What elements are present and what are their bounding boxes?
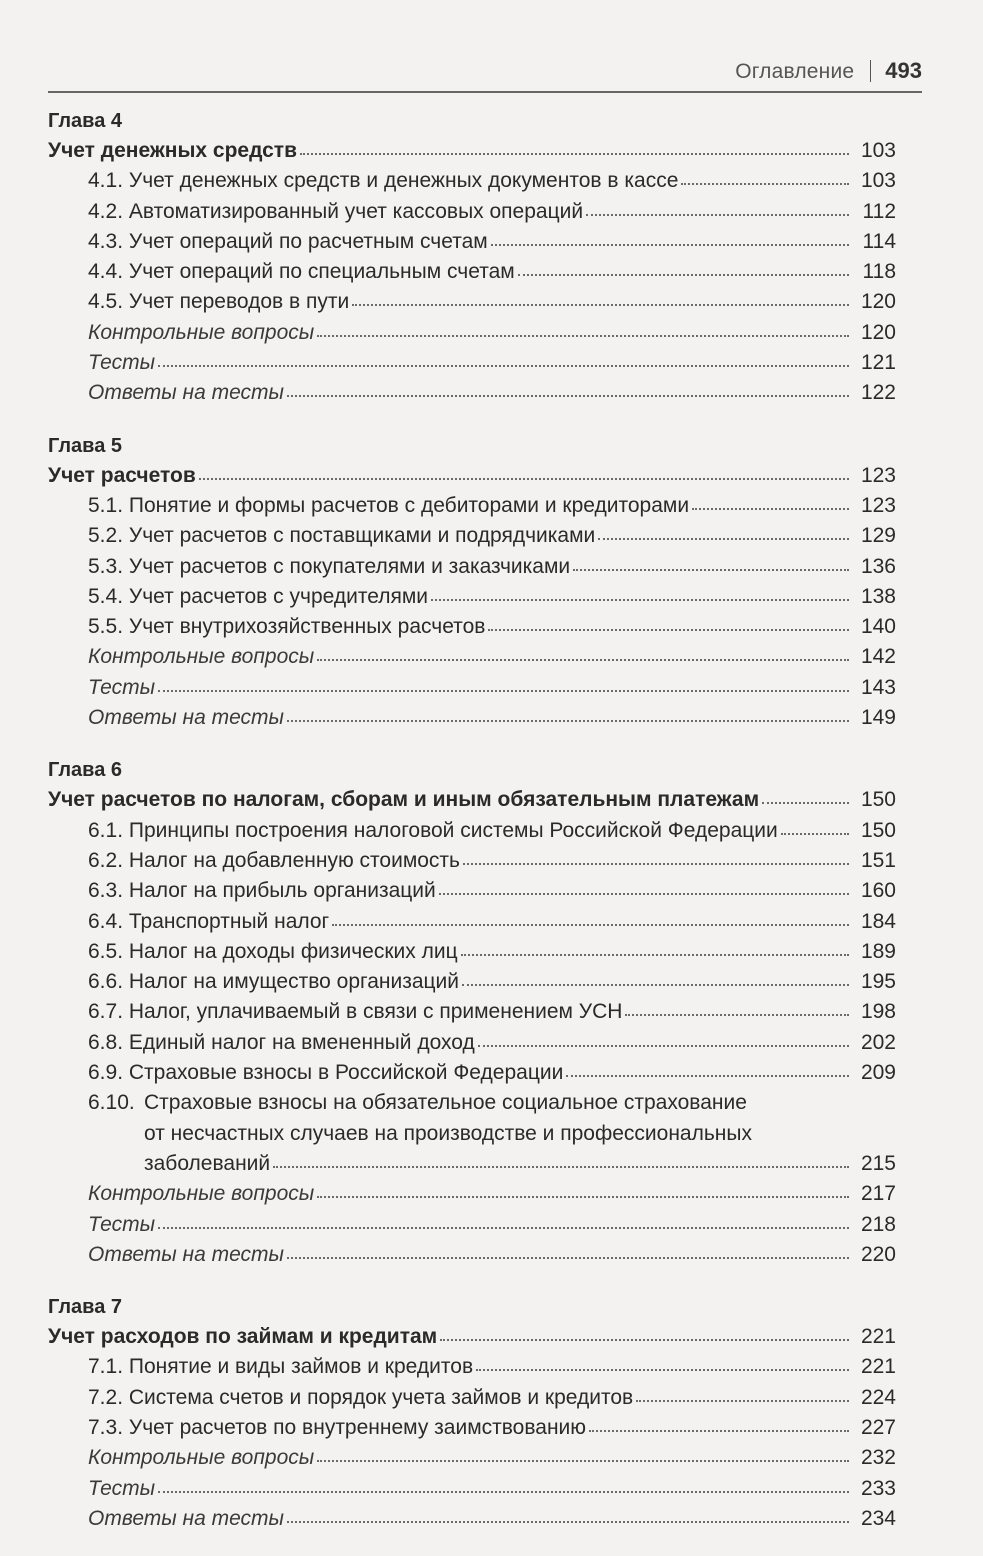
- dot-leader: [158, 1225, 849, 1229]
- entry-page-number: 138: [860, 584, 896, 608]
- dot-leader: [287, 1519, 849, 1523]
- supplement-entry[interactable]: [48, 703, 896, 733]
- running-head-title: Оглавление: [735, 60, 855, 83]
- entry-page-number: 103: [860, 169, 896, 193]
- entry-page-number: 142: [860, 645, 896, 669]
- dot-leader: [317, 1458, 849, 1462]
- entry-page-number: 151: [860, 848, 896, 872]
- supplement-entry[interactable]: [48, 318, 896, 348]
- entry-label: Ответы на тесты: [88, 381, 285, 405]
- dot-leader: [478, 1043, 849, 1047]
- entry-page-number: 160: [860, 879, 896, 903]
- entry-page-number: 150: [860, 818, 896, 842]
- entry-page-number: 224: [860, 1385, 896, 1409]
- dot-leader: [287, 393, 849, 397]
- section-entry[interactable]: [48, 1088, 896, 1179]
- entry-page-number: 140: [860, 615, 896, 639]
- entry-label: Тесты: [88, 675, 156, 699]
- entry-label: Ответы на тесты: [88, 1242, 285, 1266]
- table-of-contents: [48, 106, 896, 1556]
- section-entry[interactable]: [48, 1413, 896, 1443]
- section-entry[interactable]: [48, 967, 896, 997]
- chapter-number: Глава 6: [48, 759, 123, 782]
- entry-label: Тесты: [88, 351, 156, 375]
- running-head-divider: [870, 60, 871, 82]
- supplement-entry[interactable]: [48, 1179, 896, 1209]
- section-number: 6.10.: [88, 1091, 135, 1115]
- section-entry[interactable]: [48, 846, 896, 876]
- entry-label: 6.1. Принципы построения налоговой системы Российской Федерации: [88, 818, 778, 842]
- dot-leader: [573, 567, 849, 571]
- dot-leader: [566, 1073, 849, 1077]
- entry-label: Контрольные вопросы: [88, 320, 315, 344]
- entry-page-number: 150: [860, 788, 896, 812]
- chapter-block: [48, 1292, 896, 1534]
- entry-page-number: 233: [860, 1476, 896, 1500]
- entry-page-number: 121: [860, 351, 896, 375]
- entry-label: 7.1. Понятие и виды займов и кредитов: [88, 1355, 474, 1379]
- supplement-entry[interactable]: [48, 1504, 896, 1534]
- entry-label: 6.5. Налог на доходы физических лиц: [88, 939, 458, 963]
- chapter-title-entry[interactable]: [48, 785, 896, 815]
- section-entry[interactable]: [48, 1058, 896, 1088]
- entry-page-number: 120: [860, 290, 896, 314]
- dot-leader: [681, 181, 849, 185]
- dot-leader: [431, 597, 849, 601]
- entry-page-number: 114: [862, 229, 896, 253]
- entry-label: Ответы на тесты: [88, 706, 285, 730]
- entry-page-number: 202: [860, 1030, 896, 1054]
- dot-leader: [598, 536, 849, 540]
- entry-page-number: 227: [860, 1415, 896, 1439]
- entry-page-number: 123: [860, 463, 896, 487]
- entry-label: Учет денежных средств: [48, 139, 298, 162]
- section-entry[interactable]: [48, 876, 896, 906]
- entry-page-number: 118: [862, 260, 896, 284]
- dot-leader: [158, 688, 849, 692]
- section-entry[interactable]: [48, 937, 896, 967]
- dot-leader: [463, 861, 849, 865]
- entry-page-number: 149: [860, 706, 896, 730]
- entry-page-number: 129: [860, 524, 896, 548]
- entry-page-number: 195: [860, 970, 896, 994]
- entry-page-number: 123: [860, 493, 896, 517]
- entry-page-number: 217: [860, 1182, 896, 1206]
- supplement-entry[interactable]: [48, 1474, 896, 1504]
- dot-leader: [439, 891, 849, 895]
- section-entry[interactable]: [48, 287, 896, 317]
- dot-leader: [589, 1428, 849, 1432]
- dot-leader: [491, 242, 849, 246]
- section-entry[interactable]: [48, 257, 896, 287]
- dot-leader: [300, 151, 849, 155]
- entry-label: 4.3. Учет операций по расчетным счетам: [88, 229, 488, 253]
- section-entry[interactable]: [48, 1352, 896, 1382]
- chapter-number: Глава 5: [48, 434, 123, 457]
- section-entry[interactable]: [48, 521, 896, 551]
- entry-label: 4.5. Учет переводов в пути: [88, 290, 350, 314]
- entry-label-line: от несчастных случаев на производстве и профессиональных: [144, 1121, 752, 1145]
- entry-label: 5.5. Учет внутрихозяйственных расчетов: [88, 615, 486, 639]
- entry-label: Учет расчетов: [48, 463, 196, 487]
- section-entry[interactable]: [48, 907, 896, 937]
- dot-leader: [692, 506, 849, 510]
- dot-leader: [762, 800, 849, 804]
- dot-leader: [273, 1166, 849, 1168]
- header-rule: [48, 91, 922, 93]
- section-entry[interactable]: [48, 1383, 896, 1413]
- dot-leader: [317, 1194, 849, 1198]
- entry-page-number: 215: [860, 1151, 896, 1175]
- section-entry[interactable]: [48, 197, 896, 227]
- dot-leader: [317, 333, 849, 337]
- chapter-title-entry[interactable]: [48, 1322, 896, 1352]
- entry-page-number: 232: [860, 1446, 896, 1470]
- entry-page-number: 103: [860, 139, 896, 162]
- dot-leader: [625, 1012, 849, 1016]
- section-entry[interactable]: [48, 582, 896, 612]
- entry-label: 6.6. Налог на имущество организаций: [88, 970, 460, 994]
- entry-page-number: 198: [860, 1000, 896, 1024]
- section-entry[interactable]: [48, 166, 896, 196]
- running-head: [0, 52, 922, 88]
- supplement-entry[interactable]: [48, 1210, 896, 1240]
- chapter-number: Глава 7: [48, 1296, 123, 1319]
- entry-page-number: 120: [860, 320, 896, 344]
- dot-leader: [476, 1367, 849, 1371]
- entry-label: 6.8. Единый налог на вмененный доход: [88, 1030, 475, 1054]
- dot-leader: [586, 212, 849, 216]
- entry-page-number: 221: [860, 1325, 896, 1349]
- entry-label: 6.7. Налог, уплачиваемый в связи с применением УСН: [88, 1000, 623, 1024]
- entry-page-number: 136: [860, 554, 896, 578]
- entry-label-line: заболеваний: [144, 1151, 271, 1175]
- supplement-entry[interactable]: [48, 673, 896, 703]
- entry-label: 4.4. Учет операций по специальным счетам: [88, 260, 515, 284]
- supplement-entry[interactable]: [48, 378, 896, 408]
- entry-page-number: 221: [860, 1355, 896, 1379]
- entry-last-line: [144, 1149, 896, 1179]
- dot-leader: [781, 831, 849, 835]
- dot-leader: [158, 363, 849, 367]
- entry-page-number: 143: [860, 675, 896, 699]
- dot-leader: [287, 718, 849, 722]
- section-entry[interactable]: [48, 227, 896, 257]
- entry-page-number: 112: [862, 199, 896, 223]
- entry-page-number: 184: [860, 909, 896, 933]
- entry-label: 5.1. Понятие и формы расчетов с дебиторами и кредиторами: [88, 493, 690, 517]
- section-entry[interactable]: [48, 491, 896, 521]
- section-label-block: [144, 1088, 896, 1179]
- section-entry[interactable]: [48, 816, 896, 846]
- dot-leader: [440, 1337, 849, 1341]
- supplement-entry[interactable]: [48, 1240, 896, 1270]
- section-entry[interactable]: [48, 552, 896, 582]
- entry-label: Ответы на тесты: [88, 1506, 285, 1530]
- entry-page-number: 209: [860, 1061, 896, 1085]
- entry-label: 6.4. Транспортный налог: [88, 909, 330, 933]
- dot-leader: [462, 982, 849, 986]
- dot-leader: [636, 1398, 849, 1402]
- entry-label: 5.4. Учет расчетов с учредителями: [88, 584, 428, 608]
- entry-label: 5.2. Учет расчетов с поставщиками и подрядчиками: [88, 524, 596, 548]
- entry-label: 5.3. Учет расчетов с покупателями и заказчиками: [88, 554, 571, 578]
- entry-label: Тесты: [88, 1212, 156, 1236]
- page-number: 493: [885, 58, 922, 83]
- entry-label: Контрольные вопросы: [88, 1182, 315, 1206]
- entry-label: 4.1. Учет денежных средств и денежных документов в кассе: [88, 169, 679, 193]
- chapter-number: Глава 4: [48, 110, 123, 132]
- entry-label: Контрольные вопросы: [88, 1446, 315, 1470]
- dot-leader: [287, 1255, 849, 1259]
- entry-label: Контрольные вопросы: [88, 645, 315, 669]
- entry-label: 6.2. Налог на добавленную стоимость: [88, 848, 460, 872]
- entry-label: Тесты: [88, 1476, 156, 1500]
- entry-label: 7.2. Система счетов и порядок учета займов и кредитов: [88, 1385, 634, 1409]
- dot-leader: [518, 272, 849, 276]
- entry-label-line: Страховые взносы на обязательное социальное страхование: [144, 1091, 747, 1115]
- section-entry[interactable]: [48, 997, 896, 1027]
- dot-leader: [488, 627, 849, 631]
- entry-label: 6.9. Страховые взносы в Российской Федерации: [88, 1061, 564, 1085]
- section-entry[interactable]: [48, 612, 896, 642]
- entry-label: 7.3. Учет расчетов по внутреннему заимствованию: [88, 1415, 587, 1439]
- dot-leader: [158, 1489, 849, 1493]
- supplement-entry[interactable]: [48, 642, 896, 672]
- chapter-block: [48, 755, 896, 1270]
- entry-page-number: 122: [860, 381, 896, 405]
- supplement-entry[interactable]: [48, 348, 896, 378]
- entry-page-number: 218: [860, 1212, 896, 1236]
- chapter-title-entry[interactable]: [48, 136, 896, 166]
- dot-leader: [461, 952, 849, 956]
- dot-leader: [332, 922, 849, 926]
- entry-label: 6.3. Налог на прибыль организаций: [88, 879, 436, 903]
- entry-page-number: 234: [860, 1506, 896, 1530]
- entry-label: 4.2. Автоматизированный учет кассовых операций: [88, 199, 584, 223]
- entry-label: Учет расчетов по налогам, сборам и иным обязательным платежам: [48, 788, 760, 812]
- chapter-block: [48, 106, 896, 409]
- chapter-title-entry[interactable]: [48, 461, 896, 491]
- dot-leader: [199, 476, 849, 480]
- chapter-block: [48, 431, 896, 734]
- entry-label: Учет расходов по займам и кредитам: [48, 1325, 438, 1349]
- dot-leader: [352, 302, 849, 306]
- entry-page-number: 220: [860, 1242, 896, 1266]
- supplement-entry[interactable]: [48, 1443, 896, 1473]
- dot-leader: [317, 657, 849, 661]
- entry-page-number: 189: [860, 939, 896, 963]
- section-entry[interactable]: [48, 1028, 896, 1058]
